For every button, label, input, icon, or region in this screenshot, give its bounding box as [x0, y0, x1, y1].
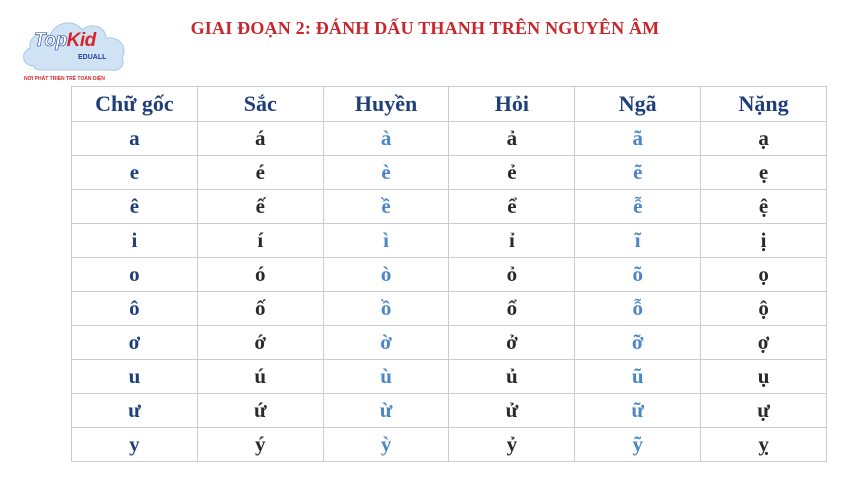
table-row	[72, 326, 827, 360]
cell-base: i	[72, 224, 198, 258]
cell-nga: ễ	[575, 190, 701, 224]
cell-nang: ụ	[701, 360, 827, 394]
cell-huyen: è	[323, 156, 449, 190]
cell-nga: ẽ	[575, 156, 701, 190]
cell-hoi: ủ	[449, 360, 575, 394]
cell-sac: ú	[197, 360, 323, 394]
table-header-row	[72, 87, 827, 122]
page-title: GIAI ĐOẠN 2: ĐÁNH DẤU THANH TRÊN NGUYÊN ÂM	[190, 18, 660, 38]
table-row	[72, 122, 827, 156]
cell-sac: ứ	[197, 394, 323, 428]
cell-hoi: ỷ	[449, 428, 575, 462]
table-row	[72, 360, 827, 394]
cell-base: a	[72, 122, 198, 156]
table-row	[72, 258, 827, 292]
cell-sac: ý	[197, 428, 323, 462]
table-row	[72, 292, 827, 326]
header-huyen: Huyền	[323, 87, 449, 122]
cell-nang: ạ	[701, 122, 827, 156]
cell-nga: ũ	[575, 360, 701, 394]
table-row	[72, 394, 827, 428]
cell-hoi: ử	[449, 394, 575, 428]
cell-sac: é	[197, 156, 323, 190]
cell-hoi: ỏ	[449, 258, 575, 292]
cell-huyen: ỳ	[323, 428, 449, 462]
cell-hoi: ẻ	[449, 156, 575, 190]
table-row	[72, 190, 827, 224]
header-base: Chữ gốc	[72, 87, 198, 122]
cell-nga: ữ	[575, 394, 701, 428]
cell-sac: ó	[197, 258, 323, 292]
cell-base: ê	[72, 190, 198, 224]
table-row	[72, 428, 827, 462]
logo-tagline: NƠI PHÁT TRIỂN TRẺ TOÀN DIỆN	[24, 76, 105, 82]
cell-base: ô	[72, 292, 198, 326]
cell-nang: ệ	[701, 190, 827, 224]
cell-hoi: ổ	[449, 292, 575, 326]
logo-brand-kid: Kid	[66, 30, 96, 51]
cell-base: y	[72, 428, 198, 462]
cell-huyen: ừ	[323, 394, 449, 428]
header-sac: Sắc	[197, 87, 323, 122]
header-nga: Ngã	[575, 87, 701, 122]
cell-base: o	[72, 258, 198, 292]
tone-table	[71, 86, 827, 462]
cell-base: e	[72, 156, 198, 190]
cell-hoi: ả	[449, 122, 575, 156]
table-row	[72, 156, 827, 190]
cell-nga: ã	[575, 122, 701, 156]
cell-huyen: ì	[323, 224, 449, 258]
cell-nga: ỹ	[575, 428, 701, 462]
cell-base: ư	[72, 394, 198, 428]
cell-huyen: ù	[323, 360, 449, 394]
cell-nang: ọ	[701, 258, 827, 292]
cell-huyen: ờ	[323, 326, 449, 360]
cell-hoi: ỉ	[449, 224, 575, 258]
table-row	[72, 224, 827, 258]
cell-sac: í	[197, 224, 323, 258]
cell-nga: ỡ	[575, 326, 701, 360]
cell-nga: õ	[575, 258, 701, 292]
cell-sac: ố	[197, 292, 323, 326]
cell-nang: ợ	[701, 326, 827, 360]
cell-hoi: ể	[449, 190, 575, 224]
cell-nang: ị	[701, 224, 827, 258]
logo-sub: EDUALL	[78, 54, 107, 61]
cell-huyen: ề	[323, 190, 449, 224]
cell-nang: ỵ	[701, 428, 827, 462]
tone-table-body	[72, 122, 827, 462]
cell-sac: ớ	[197, 326, 323, 360]
cell-nang: ẹ	[701, 156, 827, 190]
cell-nang: ự	[701, 394, 827, 428]
logo-brand-top: Top	[34, 30, 67, 51]
cell-nang: ộ	[701, 292, 827, 326]
cell-base: ơ	[72, 326, 198, 360]
cell-huyen: ồ	[323, 292, 449, 326]
cell-nga: ỗ	[575, 292, 701, 326]
cell-sac: ế	[197, 190, 323, 224]
cell-sac: á	[197, 122, 323, 156]
cell-hoi: ở	[449, 326, 575, 360]
cell-base: u	[72, 360, 198, 394]
cell-huyen: à	[323, 122, 449, 156]
cell-nga: ĩ	[575, 224, 701, 258]
header-hoi: Hỏi	[449, 87, 575, 122]
cell-huyen: ò	[323, 258, 449, 292]
header-nang: Nặng	[701, 87, 827, 122]
